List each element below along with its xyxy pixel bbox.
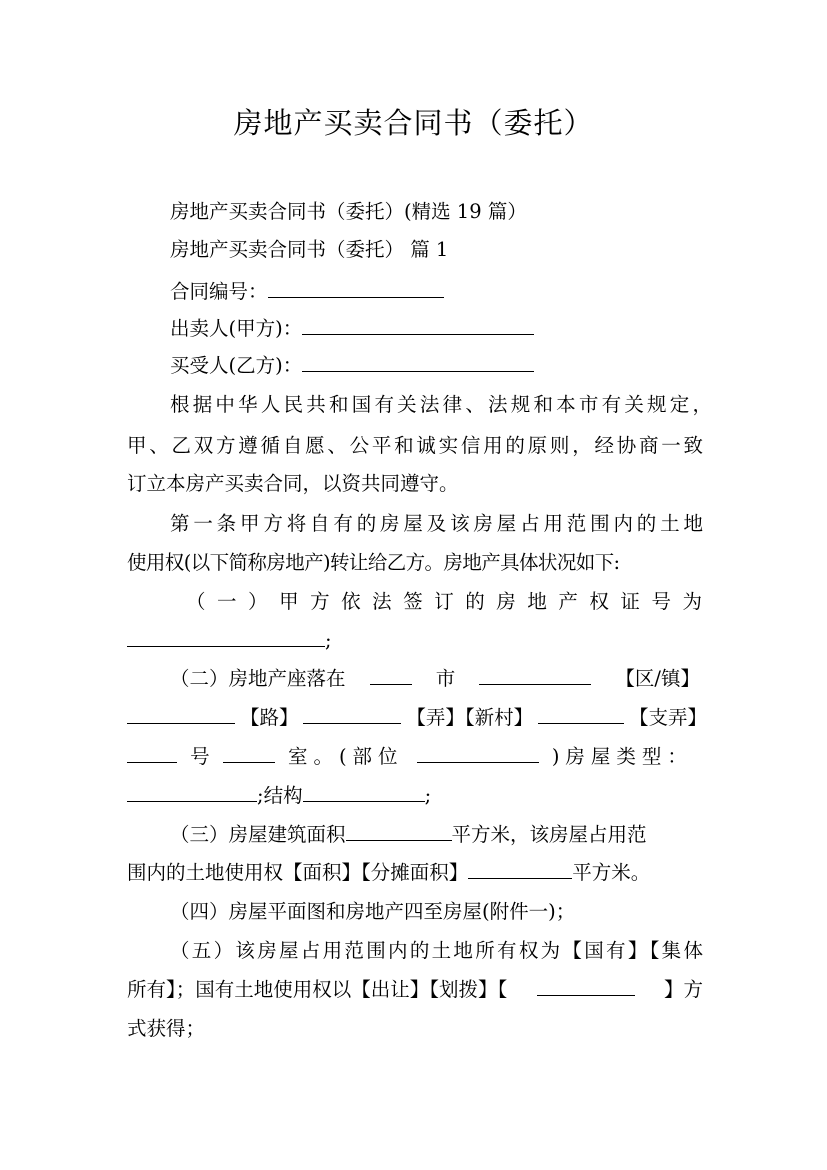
item1-text: （一）甲方依法签订的房地产权证号为 [186, 590, 702, 613]
sub-lane-blank [538, 705, 624, 724]
item2-line-1 [170, 664, 700, 694]
lane-blank [303, 705, 401, 724]
buyer-line [170, 351, 534, 381]
building-area-unit: 平方米，该房屋占用范 [451, 823, 647, 846]
part-heading: 房地产买卖合同书（委托） 篇 1 [170, 238, 449, 261]
land-acquisition-suffix: 】方 [663, 978, 703, 1001]
item5-line-2 [127, 975, 703, 1005]
item4-line: （四）房屋平面图和房地产四至房屋(附件一)； [170, 900, 576, 923]
district-label: 【区/镇】 [615, 667, 700, 690]
item1-blank-line [127, 626, 332, 656]
buyer-blank [302, 353, 534, 372]
number-label: 号 [190, 745, 210, 768]
house-type-label: )房屋类型： [551, 745, 693, 768]
structure-label: ;结构 [257, 784, 303, 807]
item2-location-label: （二）房地产座落在 [170, 667, 346, 690]
lane-label: 【弄】【新村】 [406, 706, 534, 729]
room-blank [223, 744, 275, 763]
contract-number-blank [268, 279, 444, 298]
road-label: 【路】 [239, 706, 299, 729]
item5-line-3: 式获得； [127, 1017, 206, 1040]
item2-line-4 [127, 781, 431, 811]
position-blank [417, 744, 539, 763]
contract-number-label: 合同编号： [170, 280, 268, 303]
seller-line [170, 314, 534, 344]
land-acquisition-blank [537, 977, 635, 996]
seller-label: 出卖人(甲方)： [170, 317, 303, 340]
building-area-blank [346, 822, 452, 841]
item2-end: ; [424, 784, 432, 807]
article1-line-1: 第一条甲方将自有的房屋及该房屋占用范围内的土地 [170, 512, 703, 535]
land-area-label: 围内的土地使用权【面积】【分摊面积】 [127, 861, 469, 884]
land-acquisition-label: 所有】；国有土地使用权以【出让】【划拨】【 [127, 978, 508, 1001]
item1-end: ; [325, 629, 332, 652]
contract-number-line [170, 277, 444, 307]
intro-line-3: 订立本房产买卖合同，以资共同遵守。 [127, 472, 459, 495]
item5-line-1: （五）该房屋占用范围内的土地所有权为【国有】【集体 [170, 939, 703, 962]
road-blank [127, 705, 235, 724]
house-type-blank [127, 783, 257, 802]
item3-line-1 [170, 820, 647, 850]
article1-line-2: 使用权(以下简称房地产)转让给乙方。房地产具体状况如下: [127, 551, 620, 574]
document-title: 房地产买卖合同书（委托） [233, 106, 594, 140]
item2-line-3 [127, 742, 693, 772]
item3-line-2 [127, 858, 650, 888]
item2-line-2 [127, 703, 707, 733]
city-label: 市 [435, 667, 456, 690]
land-area-unit: 平方米。 [572, 861, 651, 884]
land-area-blank [468, 860, 572, 879]
buyer-label: 买受人(乙方)： [170, 354, 303, 377]
room-position-label: 室。(部位 [287, 745, 404, 768]
certificate-number-blank [127, 628, 325, 647]
district-blank [479, 666, 591, 685]
seller-blank [302, 316, 534, 335]
number-blank [127, 744, 177, 763]
sub-lane-label: 【支弄】 [628, 706, 707, 729]
building-area-label: （三）房屋建筑面积 [170, 823, 346, 846]
structure-blank [303, 783, 425, 802]
subtitle: 房地产买卖合同书（委托）(精选 19 篇） [170, 200, 527, 223]
intro-line-1: 根据中华人民共和国有关法律、法规和本市有关规定， [170, 393, 712, 416]
intro-line-2: 甲、乙双方遵循自愿、公平和诚实信用的原则，经协商一致 [127, 434, 703, 457]
city-blank [370, 666, 412, 685]
